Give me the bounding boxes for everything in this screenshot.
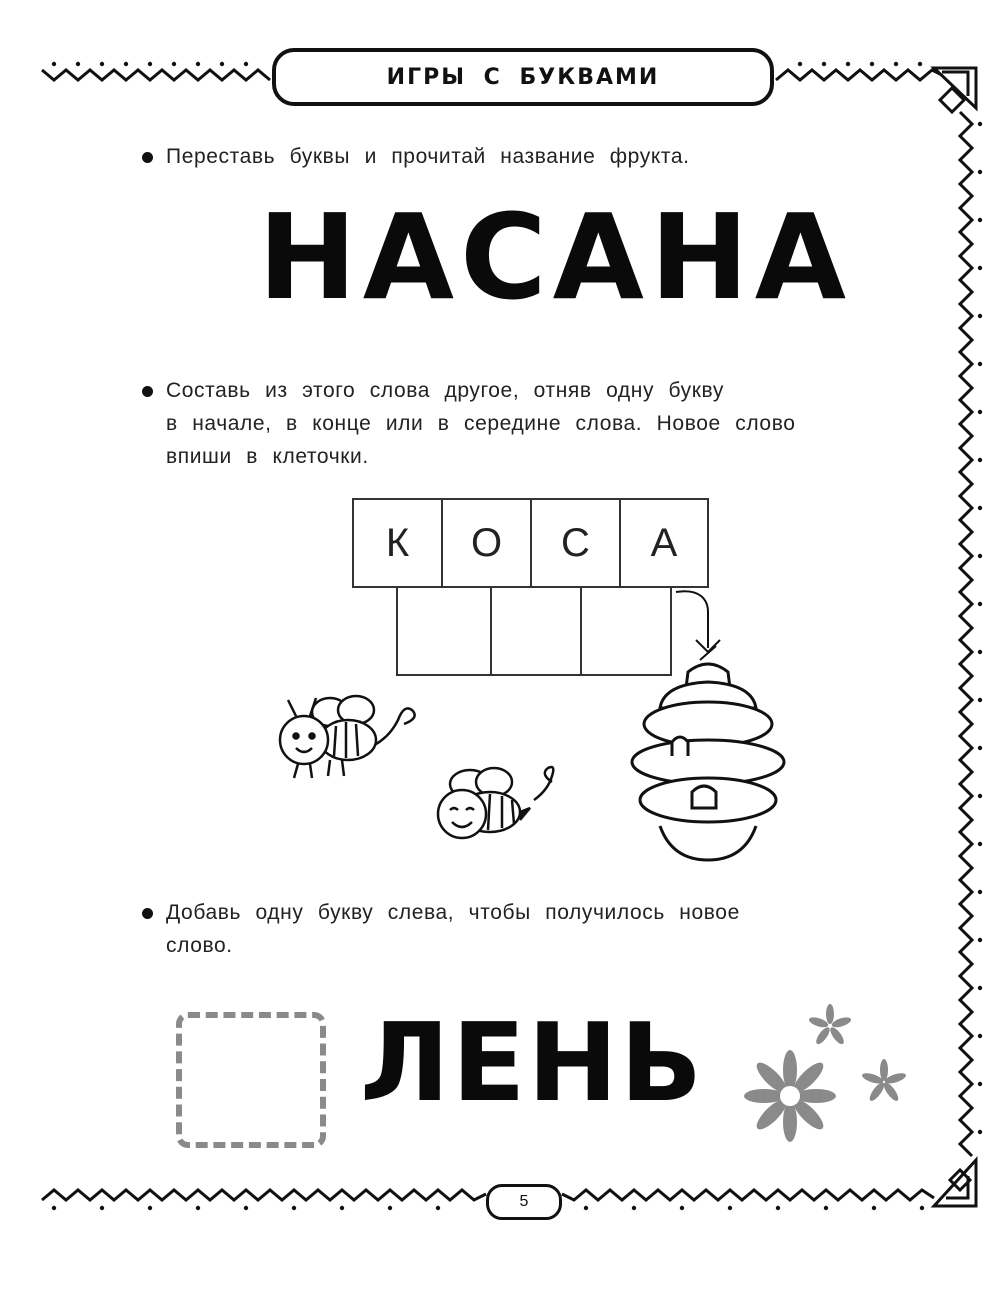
task-3-line: Добавь одну букву слева, чтобы получилось новое xyxy=(166,901,740,924)
corner-ornament-bottom xyxy=(934,1160,976,1206)
page-number-text: 5 xyxy=(519,1193,529,1210)
bee-icon xyxy=(280,696,415,778)
answer-cell[interactable] xyxy=(490,586,582,676)
top-dots-left xyxy=(52,62,248,66)
corner-ornament-top xyxy=(934,68,976,112)
top-zigzag-left xyxy=(42,70,270,80)
right-zigzag xyxy=(960,112,972,1156)
section-title-banner xyxy=(272,48,774,106)
top-zigzag-right xyxy=(776,70,944,80)
letter-cell: О xyxy=(441,498,532,588)
beehive-icon xyxy=(632,664,784,860)
answer-cell[interactable] xyxy=(396,586,492,676)
task-2-instruction xyxy=(166,374,906,473)
scrambled-word: НАСАНА xyxy=(258,188,853,326)
task-1-line: Переставь буквы и прочитай название фрукта. xyxy=(166,145,690,168)
task-3-line: слово. xyxy=(166,934,233,957)
letter-cell: С xyxy=(530,498,621,588)
bullet-icon xyxy=(142,152,153,163)
bullet-icon xyxy=(142,386,153,397)
bottom-zigzag-left xyxy=(42,1190,486,1200)
hive-string xyxy=(676,591,708,648)
page-number xyxy=(486,1184,562,1220)
task-2-line: впиши в клеточки. xyxy=(166,445,369,468)
letter-cell: К xyxy=(352,498,443,588)
task-2-line: Составь из этого слова другое, отняв одну букву xyxy=(166,379,724,402)
bottom-zigzag-right xyxy=(562,1190,934,1200)
letter-answer-box[interactable] xyxy=(176,1012,326,1148)
word-to-extend: ЛЕНЬ xyxy=(360,1001,705,1126)
task-1-instruction xyxy=(166,140,886,173)
right-dots xyxy=(978,122,982,1134)
answer-cell[interactable] xyxy=(580,586,672,676)
flower-icon xyxy=(744,1004,907,1142)
task-3-instruction xyxy=(166,896,886,962)
letter-cell: А xyxy=(619,498,709,588)
bee-icon xyxy=(438,767,553,838)
bullet-icon xyxy=(142,908,153,919)
task-2-line: в начале, в конце или в середине слова. Новое слово xyxy=(166,412,796,435)
section-title: ИГРЫ С БУКВАМИ xyxy=(386,64,660,90)
